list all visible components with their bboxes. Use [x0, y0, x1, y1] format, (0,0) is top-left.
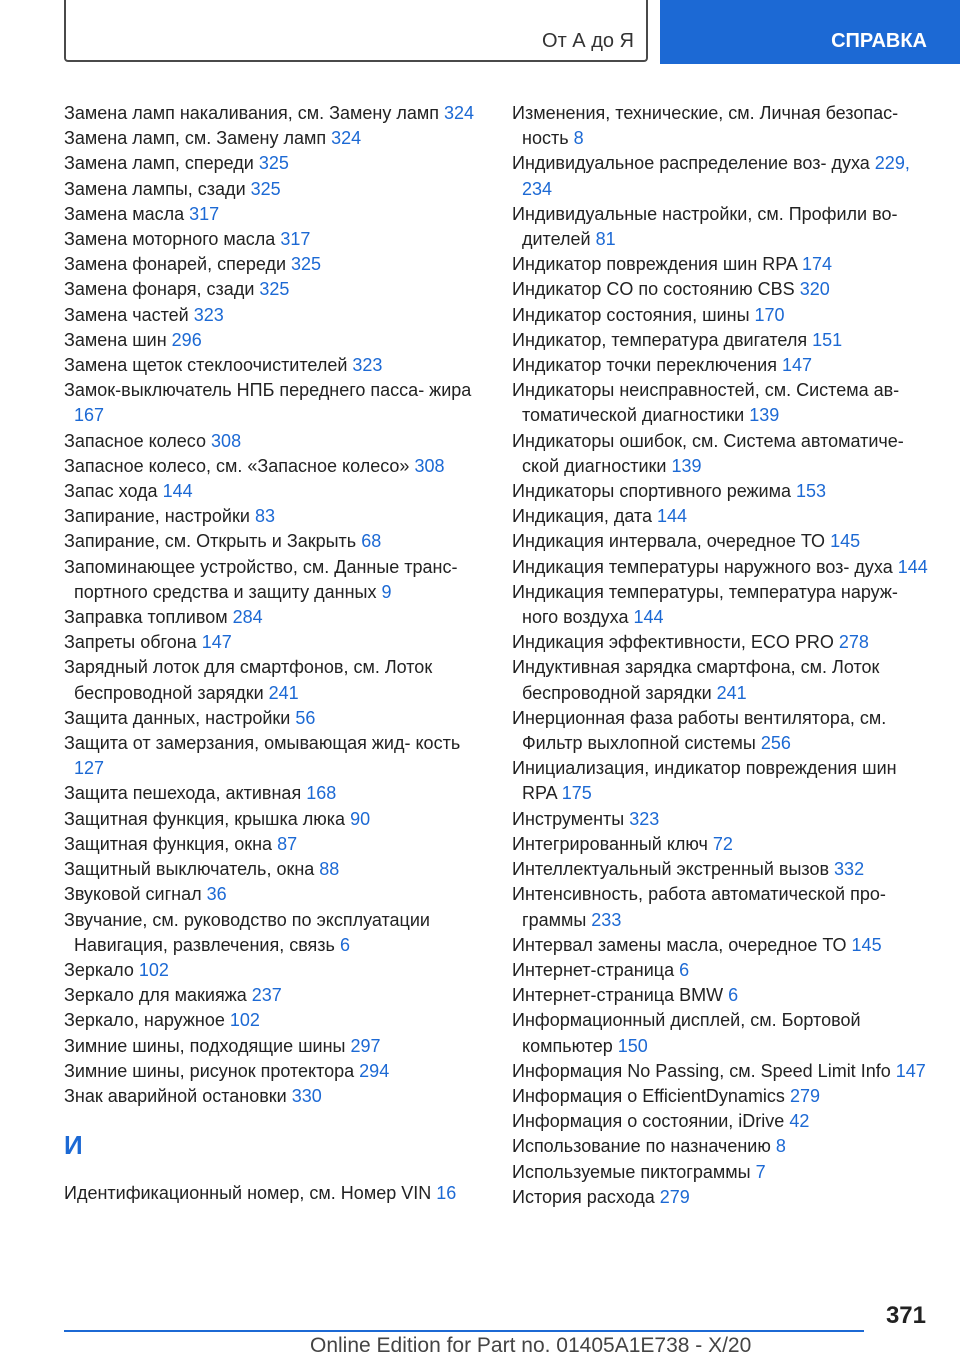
index-entry-page-link[interactable]: 42 [789, 1111, 810, 1132]
index-entry [64, 454, 484, 479]
index-entry-page-link[interactable]: 233 [591, 909, 622, 930]
index-entry-text: Индикация эффективности, ECO PRO [512, 632, 834, 653]
index-entry-text: Замена масла [64, 203, 185, 224]
index-entry-page-link[interactable]: 147 [781, 355, 813, 376]
index-entry [512, 1059, 932, 1084]
index-entry-page-link[interactable]: 56 [295, 707, 316, 728]
index-entry-text: Замена щеток стеклоочистителей [64, 355, 348, 376]
index-entry [512, 429, 932, 479]
index-entry-text: Инструменты [512, 808, 625, 829]
index-entry-text: Защита данных, настройки [64, 707, 291, 728]
index-entry-text: Информация о состоянии, iDrive [512, 1111, 785, 1132]
index-entry-page-link[interactable]: 8 [573, 128, 584, 149]
index-entry [64, 1008, 484, 1033]
index-entry-text: Замена ламп, см. Замену ламп [64, 128, 327, 149]
index-entry-page-link[interactable]: 241 [268, 682, 299, 703]
index-entry-text: История расхода [512, 1186, 655, 1207]
index-entry-page-link[interactable]: 68 [361, 531, 382, 552]
index-entry-text: Интенсивность, работа автоматической про- граммы [512, 884, 886, 930]
index-entry-page-link[interactable]: 144 [162, 481, 193, 502]
index-entry-text: Запирание, см. Открыть и Закрыть [64, 531, 357, 552]
index-entry [512, 1109, 932, 1134]
index-entry-page-link[interactable]: 6 [728, 985, 739, 1006]
index-entry [64, 303, 484, 328]
index-entry [64, 882, 484, 907]
index-entry-text: Интернет-страница BMW [512, 985, 724, 1006]
index-entry [512, 807, 932, 832]
index-entry-text: Запирание, настройки [64, 506, 250, 527]
index-entry-page-link[interactable]: 83 [254, 506, 275, 527]
index-entry [64, 202, 484, 227]
index-entry [64, 1034, 484, 1059]
index-entry [512, 277, 932, 302]
index-entry-text: Индикаторы неисправностей, см. Система ав- томатической диагностики [512, 380, 900, 426]
index-entry-page-link[interactable]: 151 [812, 329, 843, 350]
index-column-right [512, 101, 932, 1210]
index-entry [512, 958, 932, 983]
index-entry-page-link[interactable]: 16 [436, 1183, 457, 1204]
index-entry-page-link[interactable]: 323 [352, 355, 383, 376]
index-entry-page-link[interactable]: 325 [291, 254, 322, 275]
index-entry-page-link[interactable]: 279 [789, 1085, 820, 1106]
index-entry-page-link[interactable]: 168 [306, 783, 337, 804]
header-tab-a-to-z[interactable] [64, 0, 648, 62]
index-entry [512, 202, 932, 252]
index-entry-page-link[interactable]: 256 [760, 733, 791, 754]
index-entry-text: Индикатор, температура двигателя [512, 329, 808, 350]
index-entry [64, 378, 484, 428]
index-entry-text: Использование по назначению [512, 1136, 771, 1157]
index-entry [64, 983, 484, 1008]
index-entry [512, 1185, 932, 1210]
index-entry-text: Зимние шины, рисунок протектора [64, 1060, 355, 1081]
index-entry [512, 706, 932, 756]
index-entry-page-link[interactable]: 144 [897, 556, 928, 577]
index-entry-text: Индикатор точки переключения [512, 355, 777, 376]
index-entry-page-link[interactable]: 330 [291, 1085, 322, 1106]
index-entry-page-link[interactable]: 175 [561, 783, 592, 804]
index-entry-page-link[interactable]: 308 [414, 455, 445, 476]
index-entry-text: Замок-выключатель НПБ переднего пасса- жира [64, 380, 472, 401]
index-entry-text: Защитный выключатель, окна [64, 859, 315, 880]
index-entry-page-link[interactable]: 144 [657, 506, 688, 527]
index-entry-text: Замена ламп накаливания, см. Замену ламп [64, 103, 439, 123]
index-entry-text: Зеркало, наружное [64, 1010, 225, 1031]
index-entry-page-link[interactable]: 174 [801, 254, 833, 275]
index-entry [512, 983, 932, 1008]
index-entry-text: Заправка топливом [64, 607, 228, 628]
index-entry [512, 1008, 932, 1058]
footer-divider [64, 1330, 864, 1332]
index-entry-text: Замена фонарей, спереди [64, 254, 287, 275]
index-entry-page-link[interactable]: 278 [838, 632, 869, 653]
index-entry-text: Замена ламп, спереди [64, 153, 254, 174]
index-entry [64, 655, 484, 705]
index-entry-text: Интегрированный ключ [512, 833, 708, 854]
index-entry-page-link[interactable]: 284 [232, 607, 263, 628]
index-entry-text: Замена лампы, сзади [64, 178, 246, 199]
index-entry [64, 252, 484, 277]
index-entry [64, 328, 484, 353]
index-entry-page-link[interactable]: 150 [617, 1035, 648, 1056]
section-letter: И [64, 1130, 83, 1161]
index-entry-text: Запоминающее устройство, см. Данные транс- портного средства и защиту данных [64, 556, 458, 602]
index-entry-text: Замена моторного масла [64, 229, 276, 250]
index-entry [512, 252, 932, 277]
index-entry-page-link[interactable]: 297 [350, 1035, 381, 1056]
index-entry-page-link[interactable]: 6 [679, 959, 690, 980]
index-entry [64, 781, 484, 806]
index-entry [64, 177, 484, 202]
index-entry-text: Информация No Passing, см. Speed Limit Info [512, 1060, 891, 1081]
index-entry-text: Индуктивная зарядка смартфона, см. Лоток беспроводной зарядки [512, 657, 880, 703]
index-entry [512, 655, 932, 705]
index-entry-text: Защита от замерзания, омывающая жид- кость [64, 733, 461, 754]
header-tab-a-to-z-label: От А до Я [542, 30, 634, 52]
index-entry-page-link[interactable]: 87 [277, 833, 298, 854]
index-entry [64, 807, 484, 832]
index-entry-text: Идентификационный номер, см. Номер VIN [64, 1183, 432, 1204]
index-entry-page-link[interactable]: 145 [830, 531, 861, 552]
index-entry-text: Интеллектуальный экстренный вызов [512, 859, 830, 880]
index-entry [64, 1084, 484, 1109]
index-entry-page-link[interactable]: 102 [229, 1010, 260, 1031]
index-entry-page-link[interactable]: 317 [189, 203, 220, 224]
index-entry-page-link[interactable]: 320 [799, 279, 830, 300]
index-entry-text: Замена частей [64, 304, 189, 325]
index-entry [64, 630, 484, 655]
index-entry [64, 126, 484, 151]
index-entry [512, 353, 932, 378]
index-entry-text: Знак аварийной остановки [64, 1085, 287, 1106]
index-entry-page-link[interactable]: 88 [319, 859, 340, 880]
index-entry-page-link[interactable]: 229, 234 [522, 153, 910, 199]
index-entry-text: Интернет-страница [512, 959, 675, 980]
index-entry [64, 857, 484, 882]
page-number: 371 [885, 1302, 926, 1329]
index-entry [64, 731, 484, 781]
index-entry-text: Инициализация, индикатор повреждения шин RPA [512, 758, 897, 804]
index-entry-text: Инерционная фаза работы вентилятора, см. Фильтр выхлопной системы [512, 707, 887, 754]
index-entry-page-link[interactable]: 332 [834, 859, 865, 880]
index-entry-page-link[interactable]: 167 [74, 405, 105, 426]
index-entry-text: Индикация интервала, очередное ТО [512, 531, 826, 552]
index-entry [512, 580, 932, 630]
index-entry-page-link[interactable]: 147 [201, 632, 232, 653]
index-entry [64, 555, 484, 605]
index-entry-text: Запреты обгона [64, 632, 197, 653]
index-entry-text: Индикатор CO по состоянию CBS [512, 279, 795, 300]
index-entry-page-link[interactable]: 81 [595, 229, 616, 250]
index-entry [512, 529, 932, 554]
index-entry [512, 882, 932, 932]
index-entry [512, 101, 932, 151]
index-entry-page-link[interactable]: 279 [659, 1186, 690, 1207]
index-entry [64, 706, 484, 731]
index-entry [64, 1059, 484, 1084]
index-entry-text: Зеркало для макияжа [64, 985, 247, 1006]
index-entry-text: Замена фонаря, сзади [64, 279, 255, 300]
index-entry-text: Звуковой сигнал [64, 884, 202, 905]
index-entry-page-link[interactable]: 7 [755, 1161, 766, 1182]
footer-edition-text: Online Edition for Part no. 01405A1E738 - X/20 [310, 1334, 752, 1357]
index-entry-page-link[interactable]: 147 [895, 1060, 926, 1081]
index-entry-page-link[interactable]: 145 [851, 934, 882, 955]
index-entry-page-link[interactable]: 324 [331, 128, 362, 149]
index-entry [512, 479, 932, 504]
index-entry-text: Индивидуальное распределение воз- духа [512, 153, 870, 174]
index-entry-text: Замена шин [64, 329, 167, 350]
index-entry-text: Защита пешехода, активная [64, 783, 302, 804]
index-entry-page-link[interactable]: 139 [749, 405, 780, 426]
index-entry-page-link[interactable]: 139 [671, 455, 702, 476]
index-entry-page-link[interactable]: 102 [138, 959, 169, 980]
index-entry-text: Зимние шины, подходящие шины [64, 1035, 346, 1056]
index-entry [512, 1160, 932, 1185]
header-tab-reference[interactable] [660, 0, 960, 64]
index-entry [64, 101, 484, 126]
index-entry-text: Изменения, технические, см. Личная безопас- ность [512, 103, 899, 149]
index-entry-page-link[interactable]: 324 [444, 103, 475, 123]
index-entry-text: Зеркало [64, 959, 134, 980]
index-entry-text: Запасное колесо [64, 430, 207, 451]
index-entry-text: Индикация, дата [512, 506, 653, 527]
header-tab-reference-label: СПРАВКА [831, 30, 927, 52]
index-entry [64, 958, 484, 983]
index-entry-page-link[interactable]: 237 [251, 985, 282, 1006]
index-entry-text: Зарядный лоток для смартфонов, см. Лоток беспроводной зарядки [64, 657, 433, 703]
index-entry [64, 605, 484, 630]
index-entry-text: Защитная функция, крышка люка [64, 808, 346, 829]
index-entry-page-link[interactable]: 325 [258, 153, 289, 174]
index-entry [512, 328, 932, 353]
index-entry-page-link[interactable]: 308 [211, 430, 242, 451]
index-entry-page-link[interactable]: 325 [250, 178, 281, 199]
index-entry [64, 832, 484, 857]
index-entry-text: Информационный дисплей, см. Бортовой компьютер [512, 1010, 861, 1056]
index-entry [512, 1134, 932, 1159]
index-entry-page-link[interactable]: 8 [775, 1136, 786, 1157]
index-entry-page-link[interactable]: 296 [171, 329, 202, 350]
index-entry-page-link[interactable]: 127 [74, 758, 105, 779]
index-entry [64, 504, 484, 529]
index-entry-page-link[interactable]: 72 [712, 833, 733, 854]
index-entry-page-link[interactable]: 36 [206, 884, 227, 905]
index-entry [512, 756, 932, 806]
index-entry-page-link[interactable]: 90 [350, 808, 371, 829]
index-entry-text: Интервал замены масла, очередное ТО [512, 934, 847, 955]
index-entry-text: Запасное колесо, см. «Запасное колесо» [64, 455, 410, 476]
index-entry [512, 504, 932, 529]
index-entry [512, 378, 932, 428]
index-entry-page-link[interactable]: 144 [633, 607, 664, 628]
index-entry-page-link[interactable]: 325 [259, 279, 290, 300]
index-entry [64, 529, 484, 554]
index-entry-text: Индикатор повреждения шин RPA [512, 254, 797, 275]
index-entry-page-link[interactable]: 153 [796, 481, 827, 502]
index-entry-page-link[interactable]: 241 [716, 682, 747, 703]
index-entry [64, 1181, 484, 1206]
index-entry-page-link[interactable]: 317 [280, 229, 311, 250]
index-entry-page-link[interactable]: 6 [339, 934, 350, 955]
index-entry-text: Используемые пиктограммы [512, 1161, 751, 1182]
index-entry-text: Индивидуальные настройки, см. Профили во- дителей [512, 203, 898, 250]
index-entry [512, 933, 932, 958]
index-entry-text: Индикация температуры наружного воз- духа [512, 556, 893, 577]
index-entry [512, 555, 932, 580]
index-entry-text: Индикаторы ошибок, см. Система автоматиче- ской диагностики [512, 430, 904, 476]
index-entry [512, 303, 932, 328]
index-entry-text: Звучание, см. руководство по эксплуатации Навигация, развлечения, связь [64, 909, 430, 955]
index-entry [512, 832, 932, 857]
index-entry [64, 479, 484, 504]
index-entry [512, 857, 932, 882]
index-entry-page-link[interactable]: 323 [629, 808, 660, 829]
index-entry [64, 277, 484, 302]
index-entry [64, 353, 484, 378]
index-entry [64, 151, 484, 176]
index-entry-text: Индикатор состояния, шины [512, 304, 750, 325]
index-entry-page-link[interactable]: 323 [193, 304, 224, 325]
index-entry [512, 151, 932, 201]
index-entry-page-link[interactable]: 170 [754, 304, 785, 325]
index-entry [64, 908, 484, 958]
index-entry-text: Запас хода [64, 481, 158, 502]
index-entry [512, 1084, 932, 1109]
index-entry-page-link[interactable]: 9 [381, 581, 392, 602]
index-entry-page-link[interactable]: 294 [359, 1060, 390, 1081]
index-entry-text: Защитная функция, окна [64, 833, 273, 854]
index-entry-text: Индикация температуры, температура наруж- ного воздуха [512, 581, 898, 628]
index-entry-text: Информация о EfficientDynamics [512, 1085, 785, 1106]
index-entry [64, 227, 484, 252]
index-column-left [64, 101, 484, 1206]
index-entry-text: Индикаторы спортивного режима [512, 481, 791, 502]
index-entry [512, 630, 932, 655]
index-entry [64, 429, 484, 454]
